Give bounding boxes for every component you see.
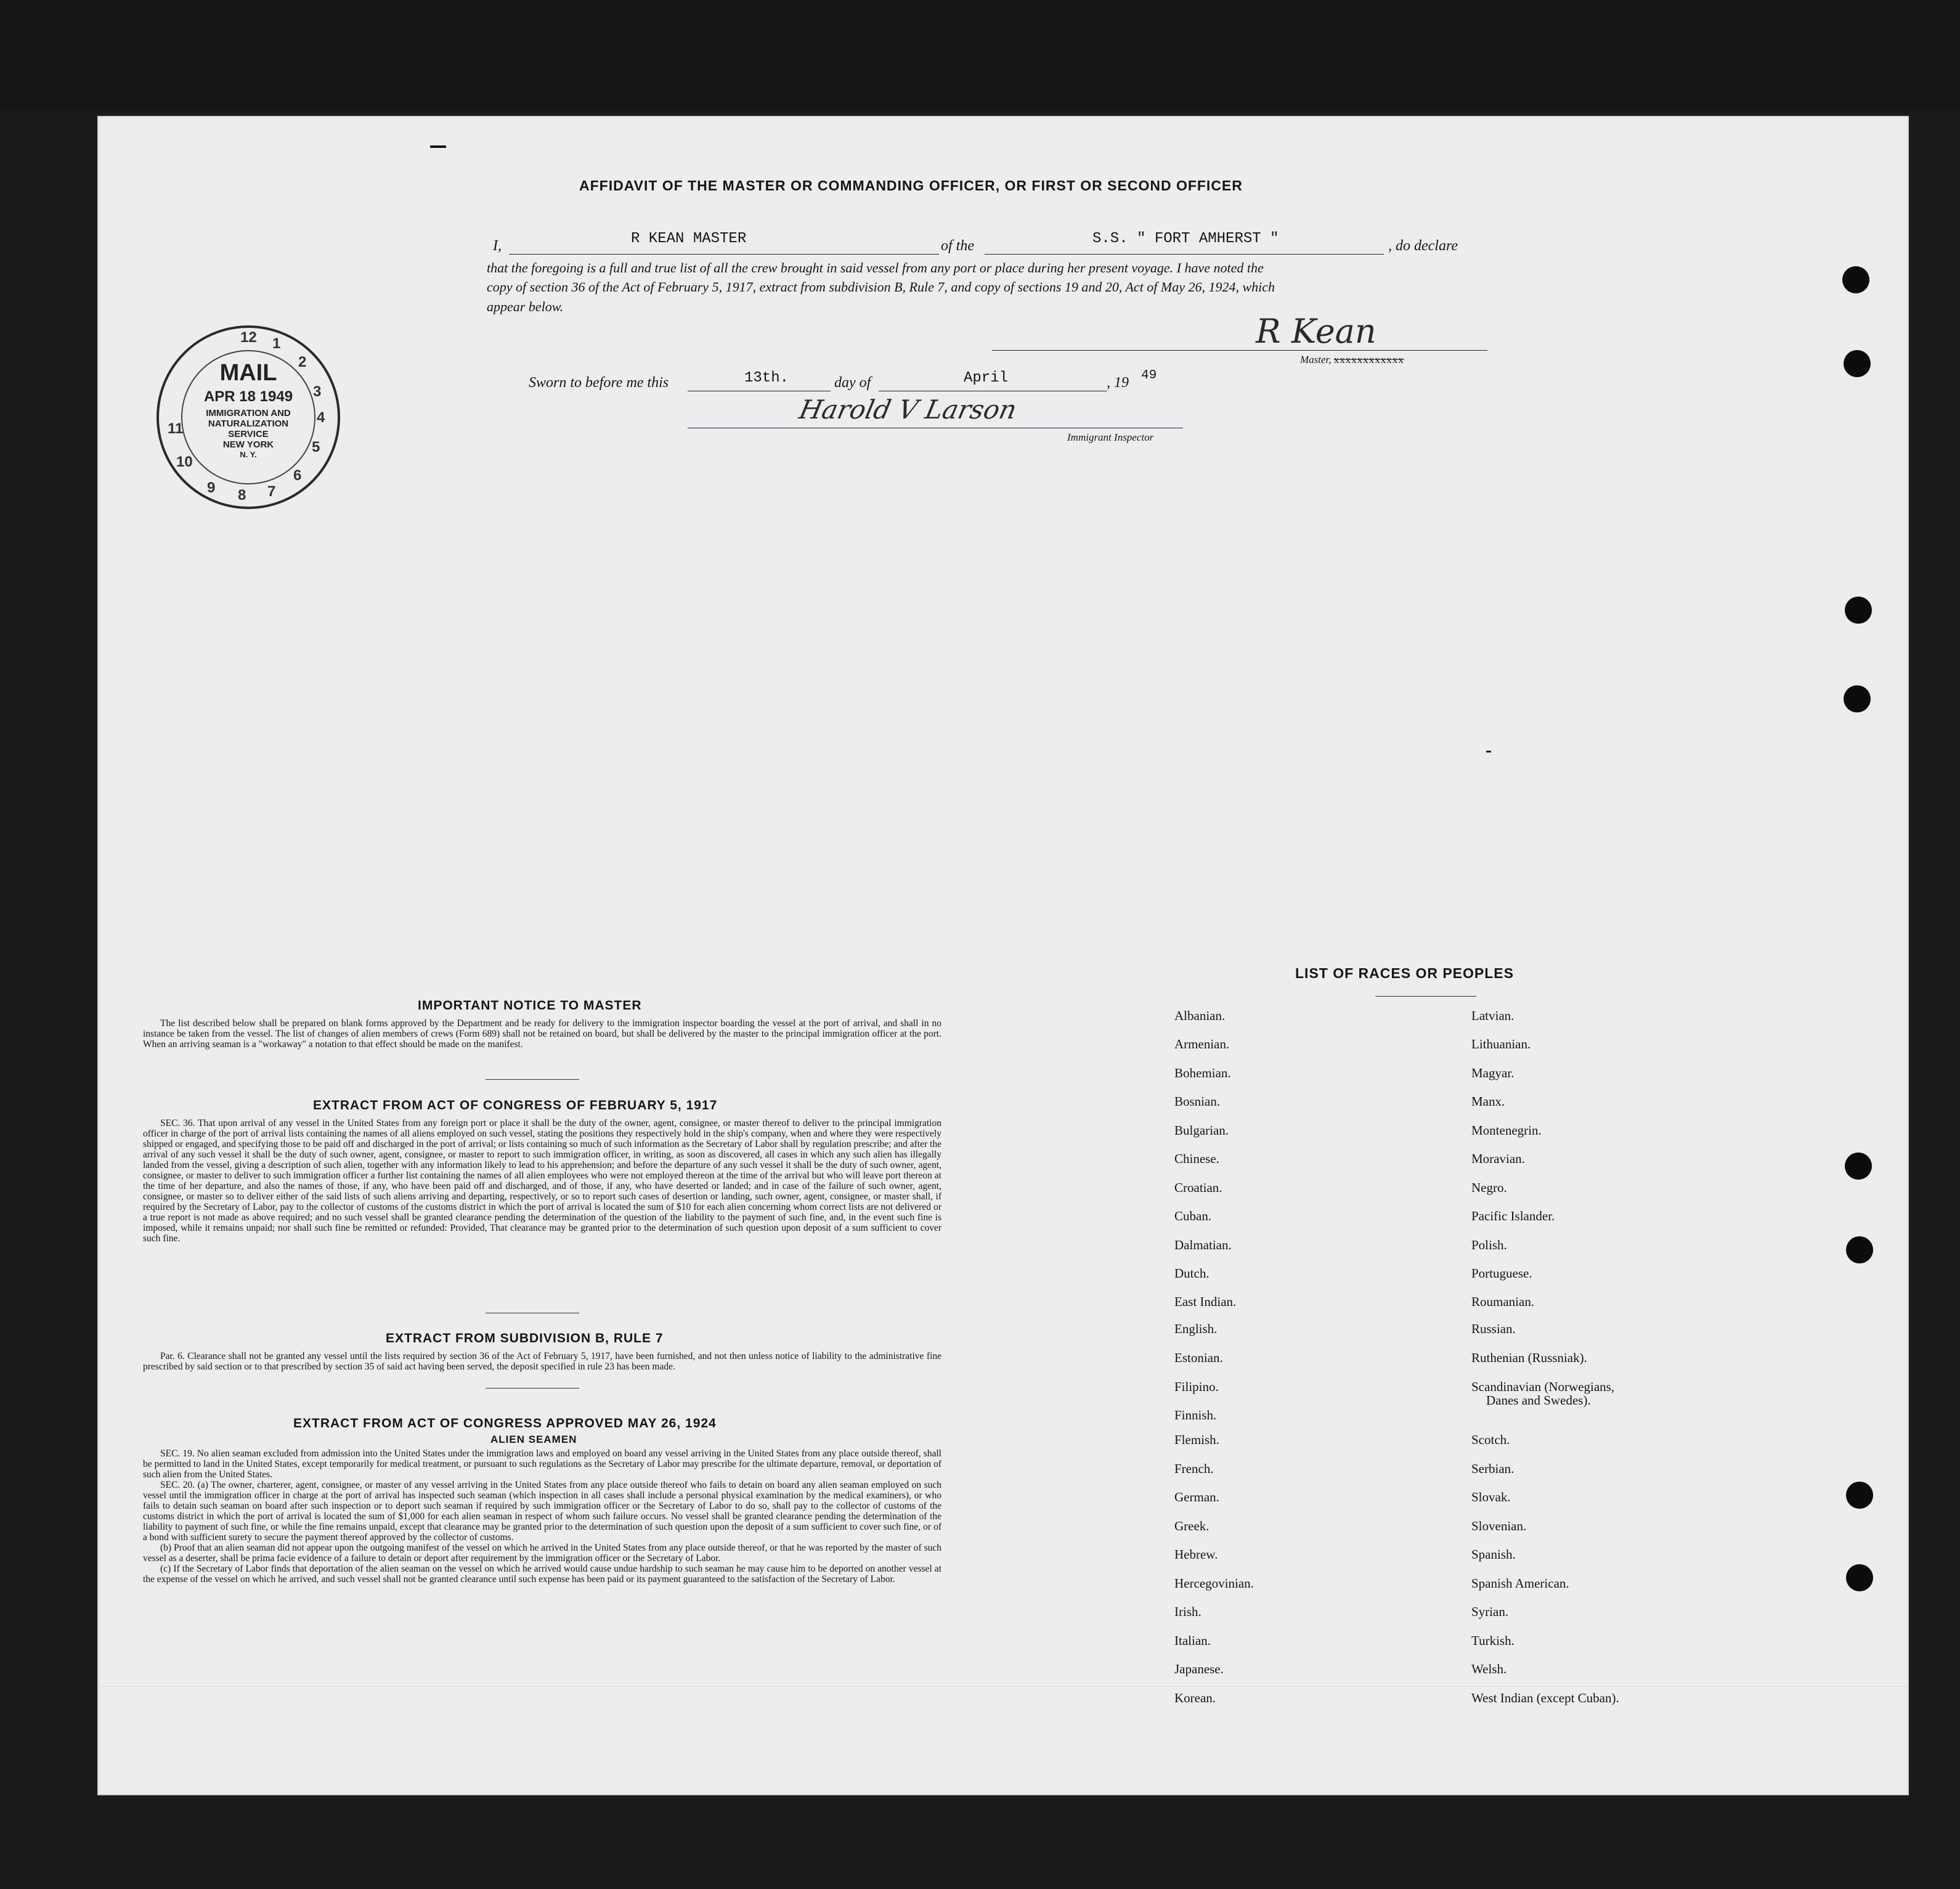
i-label: I,: [493, 238, 502, 254]
stamp-clock-digit: 5: [312, 439, 320, 455]
race-right-item: Polish.: [1471, 1238, 1507, 1252]
stamp-line-5: N. Y.: [240, 450, 257, 459]
race-left-item: Cuban.: [1174, 1209, 1212, 1223]
sworn-label: Sworn to before me this: [529, 375, 669, 391]
race-right-item: Spanish American.: [1471, 1576, 1569, 1591]
punch-hole: [1846, 1564, 1873, 1591]
mail-received-stamp: [157, 325, 340, 509]
divider: [1375, 996, 1476, 997]
stamp-clock-digit: 7: [267, 483, 276, 500]
race-left-item: Italian.: [1174, 1633, 1211, 1648]
race-right-item: Scotch.: [1471, 1432, 1510, 1447]
affidavit-line-4: appear below.: [487, 299, 564, 314]
race-right-item: Ruthenian (Russniak).: [1471, 1350, 1587, 1365]
race-right-item: Magyar.: [1471, 1066, 1515, 1080]
stamp-date: APR 18 1949: [203, 388, 293, 405]
race-right-item: Roumanian.: [1471, 1294, 1535, 1309]
race-right-item: Negro.: [1471, 1180, 1507, 1195]
race-right-item: Latvian.: [1471, 1008, 1515, 1023]
notice-body: [143, 1018, 941, 1050]
race-left-item: Albanian.: [1174, 1008, 1226, 1023]
stamp-clock-digit: 8: [238, 487, 246, 504]
race-left-item: Estonian.: [1174, 1350, 1223, 1365]
master-caption-struck: xxxxxxxxxxxx: [1333, 354, 1404, 365]
race-left-item: French.: [1174, 1461, 1214, 1476]
sec-20c-paragraph: (c) If the Secretary of Labor finds that deportation of the alien seaman on the vessel on which he arrived would cause undue hardship to such seaman he may cause him to be deported on another vessel at the expense of the vessel on which he arrived, and such vessel shall not be granted clearance until such expense has been paid or its payment guaranteed to the satisfaction of the Secretary of Labor.: [143, 1564, 941, 1585]
vessel-underline: [985, 254, 1384, 255]
race-left-item: Armenian.: [1174, 1037, 1230, 1051]
race-left-item: Hebrew.: [1174, 1547, 1218, 1562]
stamp-clock-digit: 10: [176, 454, 193, 470]
affidavit-line-3: copy of section 36 of the Act of February 5, 1917, extract from subdivision B, Rule 7, and copy of sections 19 and 20, Act of May 26, 1924, which: [487, 279, 1275, 295]
name-underline: [509, 254, 939, 255]
race-right-item: Turkish.: [1471, 1633, 1515, 1648]
divider: [486, 1388, 579, 1389]
sworn-month-value[interactable]: April: [964, 370, 1009, 386]
race-right-item: Moravian.: [1471, 1151, 1525, 1166]
stamp-clock-digit: 2: [298, 354, 307, 370]
rule-7-body: [143, 1351, 941, 1372]
races-title: LIST OF RACES OR PEOPLES: [1295, 965, 1514, 981]
divider: [486, 1079, 579, 1080]
punch-hole: [1844, 685, 1871, 712]
sworn-day-value[interactable]: 13th.: [744, 370, 789, 386]
year-prefix: , 19: [1107, 375, 1129, 391]
act-1924-title: EXTRACT FROM ACT OF CONGRESS APPROVED MAY 26, 1924: [293, 1416, 717, 1430]
affidavit-title: AFFIDAVIT OF THE MASTER OR COMMANDING OFFICER, OR FIRST OR SECOND OFFICER: [579, 177, 1243, 194]
inspector-caption: Immigrant Inspector: [1067, 431, 1154, 443]
race-right-item: Slovenian.: [1471, 1519, 1527, 1533]
punch-hole: [1845, 1153, 1872, 1180]
notice-paragraph: The list described below shall be prepared on blank forms approved by the Department and be ready for delivery to the immigration inspector boarding the vessel at the port of arrival, and shall in no instance be taken from the vessel. The list of changes of alien members of crews (Form 689) shall not be retained on board, but shall be delivered by the master to the principal immigration officer at the port. When an arriving seaman is a "workaway" a notation to that effect should be made on the manifest.: [143, 1018, 941, 1050]
race-left-item: Bulgarian.: [1174, 1123, 1229, 1138]
race-right-item: Lithuanian.: [1471, 1037, 1531, 1051]
punch-hole: [1844, 350, 1871, 377]
act-1924-body: [143, 1448, 941, 1585]
race-right-item: Pacific Islander.: [1471, 1209, 1555, 1223]
stamp-line-3: SERVICE: [228, 429, 269, 439]
stamp-clock-digit: 9: [207, 479, 216, 496]
race-right-item: Serbian.: [1471, 1461, 1515, 1476]
stamp-clock-digit: 3: [313, 383, 322, 400]
race-right-item: Syrian.: [1471, 1604, 1509, 1619]
master-name-value[interactable]: R KEAN MASTER: [631, 231, 747, 247]
race-right-item: Scandinavian (Norwegians,: [1471, 1379, 1615, 1394]
race-left-item: Korean.: [1174, 1691, 1216, 1705]
race-left-item: English.: [1174, 1321, 1218, 1336]
affidavit-line-2: that the foregoing is a full and true list of all the crew brought in said vessel from any port or place during her present voyage. I have noted the: [487, 260, 1264, 275]
stamp-clock-digit: 12: [240, 329, 257, 346]
inspector-signature: Harold V Larson: [796, 394, 1020, 425]
sworn-year-value[interactable]: 49: [1141, 369, 1157, 383]
rule-7-title: EXTRACT FROM SUBDIVISION B, RULE 7: [386, 1331, 664, 1345]
race-left-item: Japanese.: [1174, 1662, 1224, 1676]
race-left-item: Irish.: [1174, 1604, 1202, 1619]
day-of-label: day of: [834, 375, 871, 391]
punch-hole: [1846, 1482, 1873, 1509]
race-left-item: German.: [1174, 1490, 1219, 1504]
stamp-line-2: NATURALIZATION: [208, 418, 289, 429]
race-left-item: Chinese.: [1174, 1151, 1219, 1166]
sec-19-paragraph: SEC. 19. No alien seaman excluded from admission into the United States under the immigration laws and employed on board any vessel arriving in the United States from any place outside thereof, shall be permitted to land in the United States, except temporarily for medical treatment, or pursuant to such regulations as the Secretary of Labor may prescribe for the ultimate departure, removal, or deportation of such alien from the United States.: [143, 1448, 941, 1480]
stamp-mail-text: MAIL: [219, 360, 277, 386]
of-the-label: of the: [941, 238, 974, 254]
race-right-item: Welsh.: [1471, 1662, 1507, 1676]
sec-20b-paragraph: (b) Proof that an alien seaman did not appear upon the outgoing manifest of the vessel on which he arrived in the United States from any place outside thereof, or that he was reported by the master of such vessel as a deserter, shall be prima facie evidence of a failure to detain or deport after requirement by the immigration officer or the Secretary of Labor.: [143, 1543, 941, 1564]
act-1924-subtitle: ALIEN SEAMEN: [490, 1434, 577, 1445]
race-right-item: Slovak.: [1471, 1490, 1511, 1504]
race-left-item: Bosnian.: [1174, 1094, 1221, 1109]
scan-background: [0, 0, 1960, 111]
notice-title: IMPORTANT NOTICE TO MASTER: [418, 998, 642, 1013]
race-left-item: East Indian.: [1174, 1294, 1237, 1309]
stamp-clock-digit: 11: [168, 420, 184, 437]
race-right-item: Manx.: [1471, 1094, 1505, 1109]
master-signature: R Kean: [1256, 312, 1376, 351]
punch-hole: [1846, 1236, 1873, 1263]
race-left-item: Dalmatian.: [1174, 1238, 1232, 1252]
act-1917-body: [143, 1118, 941, 1244]
master-caption: [1300, 354, 1404, 366]
stamp-clock-digit: 6: [293, 467, 302, 484]
stray-mark: [430, 145, 446, 148]
stamp-line-4: NEW YORK: [222, 439, 274, 450]
race-left-item: Croatian.: [1174, 1180, 1222, 1195]
act-1917-paragraph: SEC. 36. That upon arrival of any vessel in the United States from any foreign port or place it shall be the duty of the owner, agent, consignee, or master thereof to deliver to the principal immigration officer in charge of the port of arrival lists containing the names of all aliens employed on such vessel, stating the positions they respectively hold in the ship's company, when and where they were respectively shipped or engaged, and specifying those to be paid off and discharged in the port of arrival; or lists containing so much of such information as the Secretary of Labor shall by regulation prescribe; and after the arrival of any such vessel it shall be the duty of such owner, agent, consignee, or master to report to such immigration officer, in writing, as soon as discovered, all cases in which any such alien has illegally landed from the vessel, giving a description of such alien, together with any information likely to lead to his apprehension; and before the departure of any such vessel it shall be the duty of such owner, agent, consignee, or master to deliver to such immigration officer a further list containing the names of all alien employees who were not employed thereon at the time of the arrival but who will leave port thereon at the time of her departure, and also the names of those, if any, who have been paid off and discharged, and of those, if any, who have deserted or landed; and in case of the failure of such owner, agent, consignee, or master so to deliver either of the said lists of such aliens arriving and departing, respectively, or so to report such cases of desertion or landing, such owner, agent, consignee, or master shall, if required by the Secretary of Labor, pay to the collector of customs of the customs district in which the port of arrival is located the sum of $10 for each alien concerning whom correct lists are not delivered or a true report is not made as above required; and no such vessel shall be granted clearance pending the determination of the question of the liability to the payment of such fine, and, in the event such fine is imposed, while it remains unpaid; nor shall such fine be remitted or refunded: Provided, That clearance may be granted prior to the determination of such question upon deposit of a sum sufficient to cover such fine.: [143, 1118, 941, 1244]
race-right-item: Portuguese.: [1471, 1266, 1532, 1281]
stray-mark: [1486, 751, 1491, 753]
master-caption-label: Master,: [1300, 354, 1332, 365]
rule-7-paragraph: Par. 6. Clearance shall not be granted any vessel until the lists required by section 36 of the Act of February 5, 1917, have been furnished, and not then unless notice of liability to the administrative fine prescribed by said section or to that prescribed by section 35 of said act having been served, the deposit specified in rule 23 has been made.: [143, 1351, 941, 1372]
race-right-item: Spanish.: [1471, 1547, 1516, 1562]
fold-line: [97, 1686, 1909, 1687]
race-left-item: Finnish.: [1174, 1408, 1217, 1422]
vessel-name-value[interactable]: S.S. " FORT AMHERST ": [1092, 231, 1279, 247]
stamp-clock-digit: 4: [317, 409, 325, 426]
punch-hole: [1842, 266, 1869, 293]
stamp-clock-digit: 1: [272, 335, 281, 352]
race-right-item: West Indian (except Cuban).: [1471, 1691, 1619, 1705]
do-declare-label: , do declare: [1388, 238, 1458, 254]
race-right-item: Montenegrin.: [1471, 1123, 1542, 1138]
race-left-item: Greek.: [1174, 1519, 1210, 1533]
race-right-item: Danes and Swedes).: [1486, 1393, 1591, 1408]
document-page: [97, 116, 1909, 1795]
race-right-item: Russian.: [1471, 1321, 1516, 1336]
stamp-line-1: IMMIGRATION AND: [206, 408, 291, 418]
race-left-item: Dutch.: [1174, 1266, 1210, 1281]
race-left-item: Filipino.: [1174, 1379, 1219, 1394]
master-signature-line: [992, 350, 1487, 351]
punch-hole: [1845, 597, 1872, 624]
act-1917-title: EXTRACT FROM ACT OF CONGRESS OF FEBRUARY 5, 1917: [313, 1098, 718, 1112]
race-left-item: Hercegovinian.: [1174, 1576, 1254, 1591]
race-left-item: Flemish.: [1174, 1432, 1219, 1447]
sec-20a-paragraph: SEC. 20. (a) The owner, charterer, agent, consignee, or master of any vessel arriving in the United States from any place outside thereof who fails to detain on board any alien seaman employed on such vessel until the immigration officer in charge at the port of arrival has inspected such seaman (which inspection in all cases shall include a personal physical examination by the medical examiners), or who fails to detain such seaman on board after such inspection or to deport such seaman if required by such immigration officer or the Secretary of Labor to do so, shall pay to the collector of customs of the customs district in which the port of arrival is located the sum of $1,000 for each alien seaman in respect of whom such failure occurs. No vessel shall be granted clearance pending the determination of the liability to payment of such fine, or while the fine remains unpaid, except that clearance may be granted prior to the determination of such question upon the deposit of a sum sufficient to cover such fine, or of a bond with sufficient surety to secure the payment thereof approved by the collector of customs.: [143, 1480, 941, 1543]
race-left-item: Bohemian.: [1174, 1066, 1231, 1080]
